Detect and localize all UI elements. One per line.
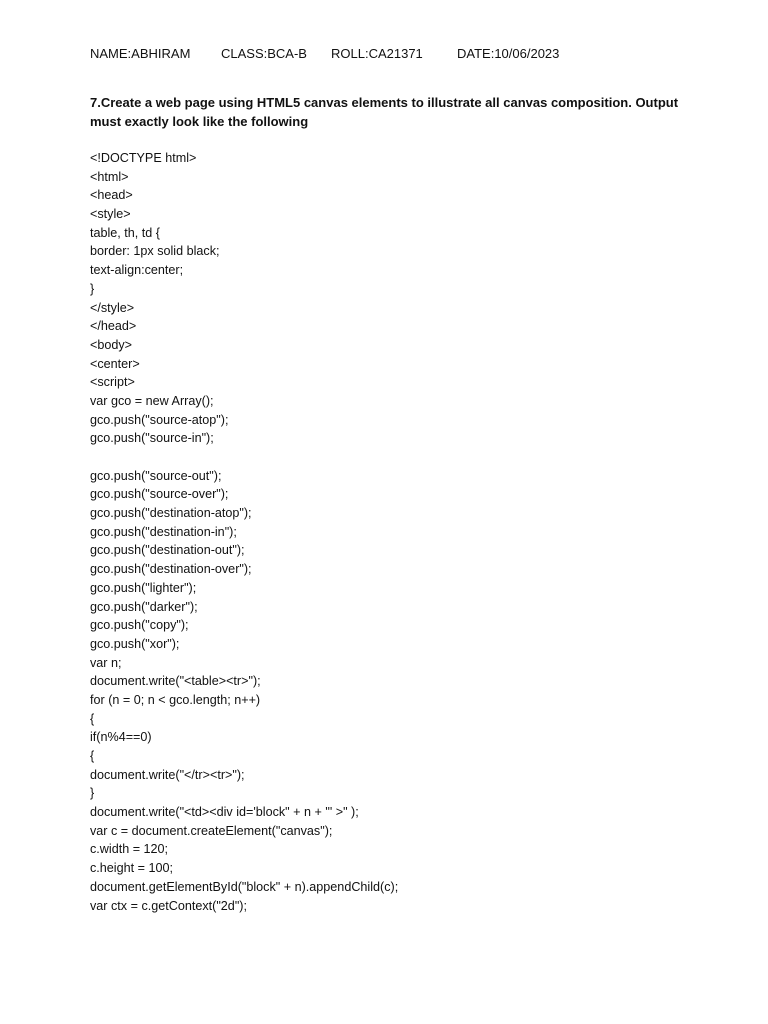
code-line: c.width = 120; <box>90 842 169 857</box>
code-listing <box>90 149 690 915</box>
code-line: var c = document.createElement("canvas"); <box>90 823 333 838</box>
code-line: <style> <box>90 207 131 222</box>
code-line: gco.push("xor"); <box>90 636 180 651</box>
code-line: var gco = new Array(); <box>90 393 214 408</box>
student-roll: ROLL:CA21371 <box>331 46 423 61</box>
code-line: <body> <box>90 337 133 352</box>
code-line: <head> <box>90 188 133 203</box>
code-line: gco.push("source-over"); <box>90 487 229 502</box>
code-line: gco.push("lighter"); <box>90 580 197 595</box>
code-line: for (n = 0; n < gco.length; n++) <box>90 692 261 707</box>
code-line: gco.push("destination-over"); <box>90 562 252 577</box>
code-line: <!DOCTYPE html> <box>90 151 197 165</box>
code-line: <script> <box>90 375 135 390</box>
code-line: if(n%4==0) <box>90 730 152 745</box>
code-line: gco.push("destination-in"); <box>90 524 237 539</box>
code-line: { <box>90 711 95 726</box>
student-header <box>90 46 710 66</box>
code-line: text-align:center; <box>90 263 184 278</box>
code-line: <html> <box>90 169 129 184</box>
student-class: CLASS:BCA-B <box>221 46 307 61</box>
student-name: NAME:ABHIRAM <box>90 46 191 61</box>
code-line: gco.push("destination-atop"); <box>90 506 252 521</box>
code-line: { <box>90 749 95 763</box>
code-line: document.write("</tr><tr>"); <box>90 767 245 782</box>
code-line: var n; <box>90 655 122 670</box>
question-heading: 7.Create a web page using HTML5 canvas elements to illustrate all canvas composition. Output must exactly look like the following <box>90 95 679 129</box>
code-line: gco.push("source-out"); <box>90 468 222 483</box>
code-line: <center> <box>90 356 140 371</box>
code-line: c.height = 100; <box>90 861 173 876</box>
code-line: </style> <box>90 300 135 315</box>
code-line: </head> <box>90 319 137 334</box>
code-line: gco.push("darker"); <box>90 599 198 614</box>
code-line: gco.push("source-in"); <box>90 431 214 446</box>
code-line: gco.push("copy"); <box>90 618 189 633</box>
code-line: } <box>90 281 95 296</box>
code-line: gco.push("source-atop"); <box>90 412 229 427</box>
document-date: DATE:10/06/2023 <box>457 46 560 61</box>
code-line <box>90 448 690 467</box>
code-line: } <box>90 786 95 801</box>
code-line: document.write("<td><div id='block" + n + "' >" ); <box>90 805 359 820</box>
code-line: document.getElementById("block" + n).appendChild(c); <box>90 879 399 894</box>
code-line: document.write("<table><tr>"); <box>90 674 261 689</box>
code-line: table, th, td { <box>90 225 161 240</box>
code-line: border: 1px solid black; <box>90 244 220 259</box>
code-line: gco.push("destination-out"); <box>90 543 245 558</box>
code-line: var ctx = c.getContext("2d"); <box>90 898 247 913</box>
